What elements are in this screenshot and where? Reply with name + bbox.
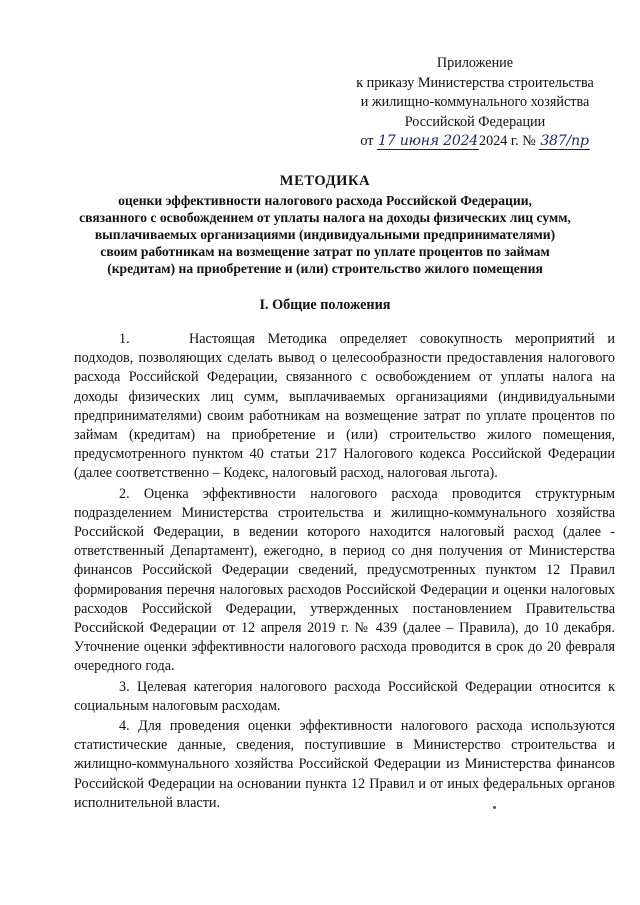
section-heading: I. Общие положения [259, 297, 391, 313]
subtitle-line: связанного с освобождением от уплаты налога на доходы физических лиц сумм, [79, 210, 571, 225]
subtitle-line: своим работникам на возмещение затрат по уплате процентов по займам [100, 244, 550, 259]
document-body [74, 330, 615, 813]
appendix-ministry: и жилищно-коммунального хозяйства [360, 94, 590, 110]
paragraph-1 [74, 330, 615, 484]
subtitle-line: оценки эффективности налогового расхода Российской Федерации, [118, 193, 532, 208]
document-title: МЕТОДИКА [279, 173, 371, 189]
appendix-label: Приложение [436, 55, 514, 71]
order-year-suffix: 2024 г. № [479, 133, 536, 149]
appendix-order-ref: к приказу Министерства строительства [356, 74, 594, 91]
document-subtitle [40, 192, 610, 277]
paragraph-3: 3. Целевая категория налогового расхода Российской Федерации относится к социальным налоговым расходам. [74, 678, 615, 714]
paragraph-1-text: Настоящая Методика определяет совокупность мероприятий и подходов, позволяющих сделать вывод о целесообразности предоставления налогового расхода Российской Федерации, связанного с освобождением от уплаты налога на доходы физических лиц сумм, выплачиваемых организациями (индивидуальными предпринимателями) своим работникам на возмещение затрат по уплате процентов по займам (кредитам) на приобретение и (или) строительство жилого помещения, предусмотренного пунктом 40 статьи 217 Налогового кодекса Российской Федерации (далее соответственно – Кодекс, налоговый расход, налоговая льгота). [74, 331, 615, 482]
paragraph-2: 2. Оценка эффективности налогового расхода проводится структурным подразделением Министерства строительства и жилищно-коммунального хозяйства Российской Федерации, в ведении которого находится налоговый расход (далее - ответственный Департамент), ежегодно, в период со дня получения от Министерства финансов Российской Федерации сведений, предусмотренных пунктом 12 Правил формирования перечня налоговых расходов Российской Федерации и оценки налоговых расходов Российской Федерации, утвержденных постановлением Правительства Российской Федерации от 12 апреля 2019 г. № 439 (далее – Правила), до 10 декабря. Уточнение оценки эффективности налогового расхода проводится в срок до 20 февраля очередного года. [74, 485, 615, 675]
order-date-number [330, 132, 620, 152]
appendix-header [330, 54, 620, 152]
appendix-country: Российской Федерации [404, 113, 546, 130]
handwritten-number: 387/пр [540, 133, 589, 149]
paragraph-1-number: 1. [119, 331, 130, 347]
handwritten-date: 17 июня 2024 [378, 133, 478, 149]
scan-speck [493, 806, 496, 809]
order-from-label: от [360, 133, 374, 149]
paragraph-4: 4. Для проведения оценки эффективности налогового расхода используются статистические данные, сведения, поступившие в Министерство строительства и жилищно-коммунального хозяйства Российской Федерации из Министерства финансов Российской Федерации на основании пункта 12 Правил и от иных федеральных органов исполнительной власти. [74, 718, 615, 811]
subtitle-line: (кредитам) на приобретение и (или) строительство жилого помещения [107, 261, 543, 276]
subtitle-line: выплачиваемых организациями (индивидуальными предпринимателями) [94, 227, 556, 242]
